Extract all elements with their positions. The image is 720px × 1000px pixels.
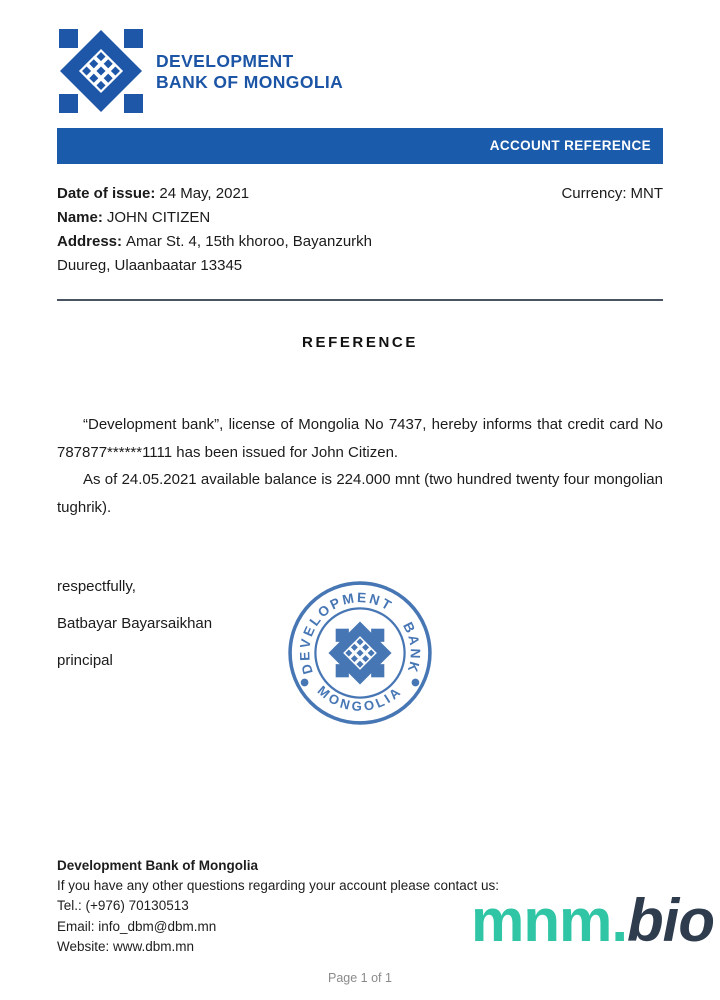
date-of-issue	[57, 182, 249, 206]
address-row	[57, 230, 663, 254]
stamp-arc-top-text: DEVELOPMENT BANK	[297, 590, 423, 676]
page-number: Page 1 of 1	[328, 971, 392, 985]
horizontal-divider	[57, 299, 663, 301]
name-label: Name:	[57, 209, 103, 226]
currency	[561, 182, 663, 206]
customer-name-row	[57, 206, 663, 230]
footer-contact-note: If you have any other questions regarding your account please contact us:	[57, 878, 500, 894]
footer-email: Email: info_dbm@dbm.mn	[57, 918, 217, 934]
stamp-seal-icon	[284, 577, 436, 729]
logo-line-2: BANK OF MONGOLIA	[156, 72, 344, 92]
signatory-name: Batbayar Bayarsaikhan	[57, 615, 213, 632]
address-line2: Duureg, Ulaanbaatar 13345	[57, 257, 243, 274]
bank-logo-icon	[57, 27, 145, 115]
watermark-primary: mnm.	[470, 887, 628, 954]
footer-bank-name: Development Bank of Mongolia	[57, 858, 259, 873]
signature-block	[57, 577, 212, 688]
bank-logo-block	[57, 27, 343, 115]
document-footer	[57, 856, 499, 957]
signatory-title: principal	[57, 652, 113, 669]
date-label: Date of issue:	[57, 185, 156, 202]
address-label: Address:	[57, 233, 123, 250]
watermark	[470, 887, 714, 954]
body-paragraph-2: As of 24.05.2021 available balance is 224.000 mnt (two hundred twenty four mongolian tughrik).	[57, 471, 663, 516]
reference-body	[57, 411, 663, 521]
stamp-right-dot-icon	[412, 679, 420, 687]
date-value: 24 May, 2021	[159, 185, 250, 202]
document-meta-block	[57, 182, 663, 278]
stamp-left-dot-icon	[301, 679, 309, 687]
logo-line-1: DEVELOPMENT	[156, 50, 294, 71]
currency-label: Currency:	[561, 185, 627, 202]
bank-name-logo-text	[156, 49, 343, 94]
footer-website: Website: www.dbm.mn	[57, 938, 195, 954]
bank-stamp-seal	[284, 577, 436, 729]
reference-heading: REFERENCE	[302, 334, 418, 351]
date-currency-row	[57, 182, 663, 206]
body-paragraph-1: “Development bank”, license of Mongolia No 7437, hereby informs that credit card No 787877******1111 has been issued for John Citizen.	[57, 416, 663, 461]
signature-closing: respectfully,	[57, 578, 136, 595]
currency-value: MNT	[630, 185, 663, 202]
watermark-secondary: bio	[627, 887, 714, 954]
footer-tel: Tel.: (+976) 70130513	[57, 898, 189, 914]
stamp-arc-bottom-text: MONGOLIA	[314, 682, 406, 714]
document-title-bar: ACCOUNT REFERENCE	[57, 128, 663, 164]
stamp-center-emblem-icon	[328, 621, 391, 684]
address-value: Amar St. 4, 15th khoroo, Bayanzurkh	[126, 233, 372, 250]
name-value: JOHN CITIZEN	[106, 209, 211, 226]
